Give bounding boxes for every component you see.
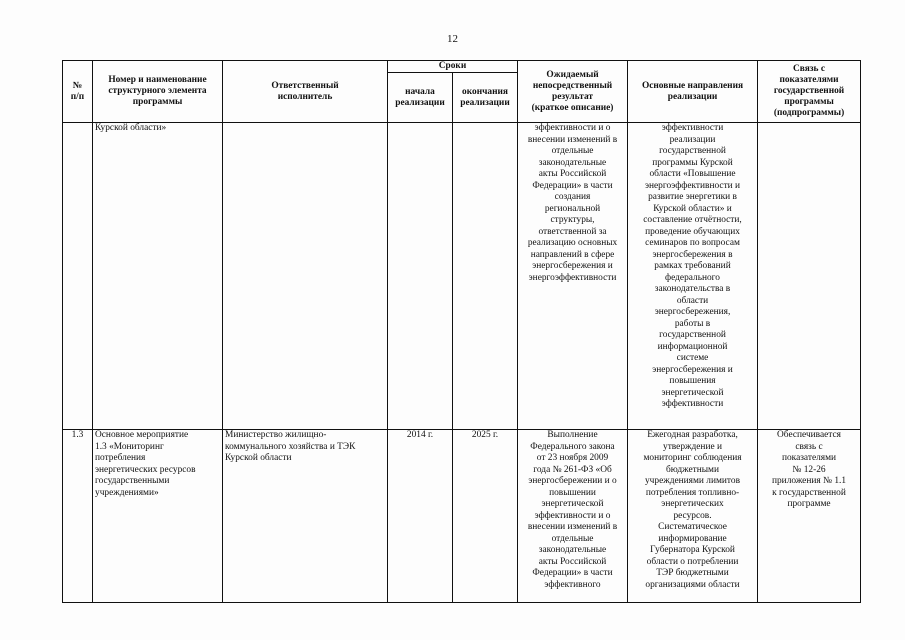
header-num: № п/п bbox=[63, 61, 93, 123]
header-end: окончания реализации bbox=[453, 73, 518, 123]
cell-end: 2025 г. bbox=[453, 430, 518, 603]
cell-start bbox=[388, 123, 453, 430]
cell-executor: Министерство жилищно- коммунального хозяйства и ТЭК Курской области bbox=[223, 430, 388, 603]
header-start: начала реализации bbox=[388, 73, 453, 123]
header-directions: Основные направления реализации bbox=[628, 61, 758, 123]
header-element: Номер и наименование структурного элемента программы bbox=[93, 61, 223, 123]
cell-result: эффективности и о внесении изменений в отдельные законодательные акты Российской Федерации» в части создания региональной структуры, ответственной за реализацию основных направлений в сфере энергосбережения и энергоэффективности bbox=[518, 123, 628, 430]
cell-start: 2014 г. bbox=[388, 430, 453, 603]
cell-link: Обеспечивается связь с показателями № 12-26 приложения № 1.1 к государственной программе bbox=[758, 430, 861, 603]
cell-num: 1.3 bbox=[63, 430, 93, 603]
header-link: Связь с показателями государственной программы (подпрограммы) bbox=[758, 61, 861, 123]
header-result: Ожидаемый непосредственный результат (краткое описание) bbox=[518, 61, 628, 123]
program-table bbox=[62, 60, 861, 603]
cell-link bbox=[758, 123, 861, 430]
table-row bbox=[63, 123, 861, 430]
table-row bbox=[63, 430, 861, 603]
header-executor: Ответственный исполнитель bbox=[223, 61, 388, 123]
cell-element: Основное мероприятие 1.3 «Мониторинг потребления энергетических ресурсов государственными учреждениями» bbox=[93, 430, 223, 603]
cell-result: Выполнение Федерального закона от 23 ноября 2009 года № 261-ФЗ «Об энергосбережении и о повышении энергетической эффективности и о внесении изменений в отдельные законодательные акты Российской Федерации» в части эффективного bbox=[518, 430, 628, 603]
cell-directions: эффективности реализации государственной программы Курской области «Повышение энергоэффективности и развитие энергетики в Курской области» и составление отчётности, проведение обучающих семинаров по вопросам энергосбережения в рамках требований федерального законодательства в области энергосбережения, работы в государственной информационной системе энергосбережения и повышения энергетической эффективности bbox=[628, 123, 758, 430]
cell-executor bbox=[223, 123, 388, 430]
cell-directions: Ежегодная разработка, утверждение и мониторинг соблюдения бюджетными учреждениями лимитов потребления топливно- энергетических ресурсов. Систематическое информирование Губернатора Курской области о потреблении ТЭР бюджетными организациями области bbox=[628, 430, 758, 603]
cell-element: Курской области» bbox=[93, 123, 223, 430]
header-terms: Сроки bbox=[388, 61, 518, 73]
page-number: 12 bbox=[447, 33, 458, 45]
cell-num bbox=[63, 123, 93, 430]
cell-end bbox=[453, 123, 518, 430]
